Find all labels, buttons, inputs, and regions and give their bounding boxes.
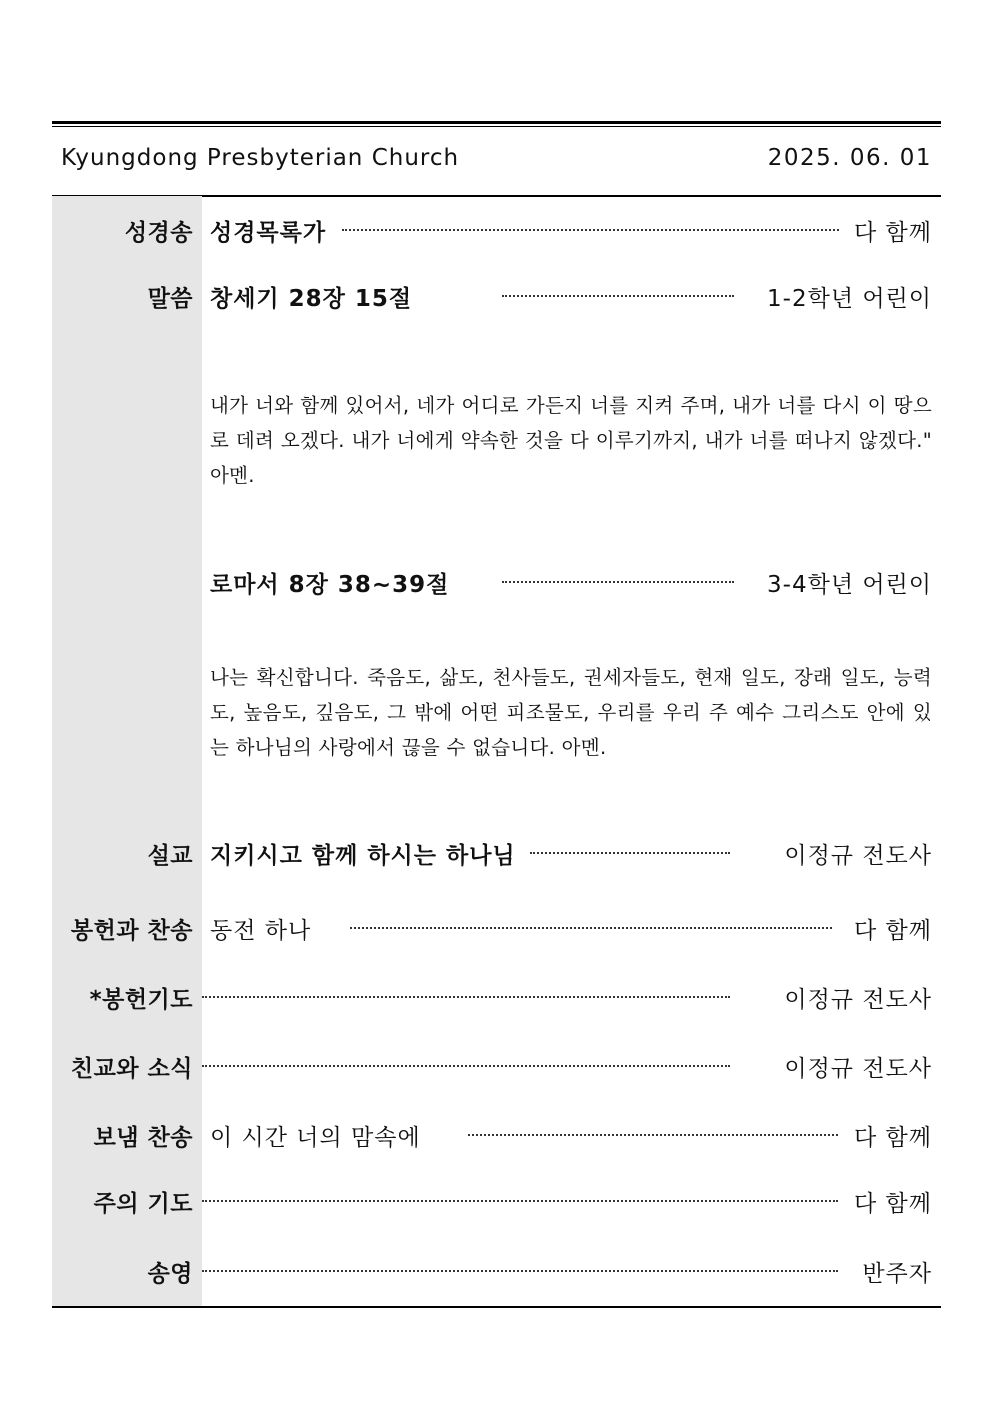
order-item-bible-hymn <box>52 210 941 250</box>
scripture-text: 내가 너와 함께 있어서, 네가 어디로 가든지 너를 지켜 주며, 내가 너를 다시 이 땅으로 데려 오겠다. 내가 너에게 약속한 것을 다 이루기까지, 내가 너를 떠나지 않겠다." 아멘. <box>210 394 932 487</box>
dotted-leader <box>342 229 839 231</box>
dotted-leader <box>350 927 832 929</box>
dotted-leader <box>468 1134 838 1136</box>
item-leader: 다 함께 <box>854 220 932 246</box>
item-label: 성경송 <box>124 220 193 246</box>
item-leader: 다 함께 <box>854 918 932 944</box>
scripture-text: 나는 확신합니다. 죽음도, 삶도, 천사들도, 권세자들도, 현재 일도, 장래 일도, 능력도, 높음도, 깊음도, 그 밖에 어떤 피조물도, 우리를 우리 주 예수 그리스도 안에 있는 하나님의 사랑에서 끊을 수 없습니다. 아멘. <box>210 666 932 759</box>
preacher: 이정규 전도사 <box>784 843 932 869</box>
item-label: *봉헌기도 <box>89 987 193 1013</box>
item-label: 설교 <box>147 843 193 869</box>
item-label: 봉헌과 찬송 <box>70 918 193 944</box>
dotted-leader <box>502 295 734 297</box>
item-label: 송영 <box>147 1261 193 1287</box>
order-item-word-reading-2 <box>52 562 941 602</box>
item-leader: 다 함께 <box>854 1125 932 1151</box>
order-item-offering-prayer <box>52 977 941 1017</box>
church-name: Kyungdong Presbyterian Church <box>61 145 460 171</box>
dotted-leader <box>530 852 730 854</box>
item-leader: 다 함께 <box>854 1191 932 1217</box>
item-leader: 이정규 전도사 <box>784 987 932 1013</box>
sermon-title: 지키시고 함께 하시는 하나님 <box>210 843 516 869</box>
dotted-leader <box>502 581 734 583</box>
item-label: 보냄 찬송 <box>93 1125 193 1151</box>
reading-reader: 3-4학년 어린이 <box>767 572 932 598</box>
hymn-title: 동전 하나 <box>210 918 312 944</box>
top-rule-thin <box>52 126 941 127</box>
reading-reference: 창세기 28장 15절 <box>210 286 413 312</box>
item-label: 주의 기도 <box>93 1191 193 1217</box>
service-date: 2025. 06. 01 <box>767 145 932 171</box>
top-rule-thick <box>52 121 941 124</box>
dotted-leader <box>202 996 730 998</box>
item-label: 친교와 소식 <box>70 1056 193 1082</box>
order-of-worship <box>52 196 941 1308</box>
reading-reference: 로마서 8장 38~39절 <box>210 572 450 598</box>
reading-reader: 1-2학년 어린이 <box>767 286 932 312</box>
order-item-lords-prayer <box>52 1181 941 1221</box>
item-leader: 이정규 전도사 <box>784 1056 932 1082</box>
order-item-sermon <box>52 833 941 873</box>
order-item-word <box>52 276 941 316</box>
dotted-leader <box>202 1065 730 1067</box>
order-item-fellowship <box>52 1046 941 1086</box>
dotted-leader <box>202 1200 838 1202</box>
dotted-leader <box>202 1270 838 1272</box>
item-title: 성경목록가 <box>210 220 327 246</box>
order-item-doxology <box>52 1251 941 1291</box>
item-label: 말씀 <box>147 286 193 312</box>
order-item-sending-hymn <box>52 1115 941 1155</box>
item-leader: 반주자 <box>862 1261 932 1287</box>
hymn-title: 이 시간 너의 맘속에 <box>210 1125 421 1151</box>
bulletin-header <box>52 131 941 197</box>
order-item-offering <box>52 908 941 948</box>
